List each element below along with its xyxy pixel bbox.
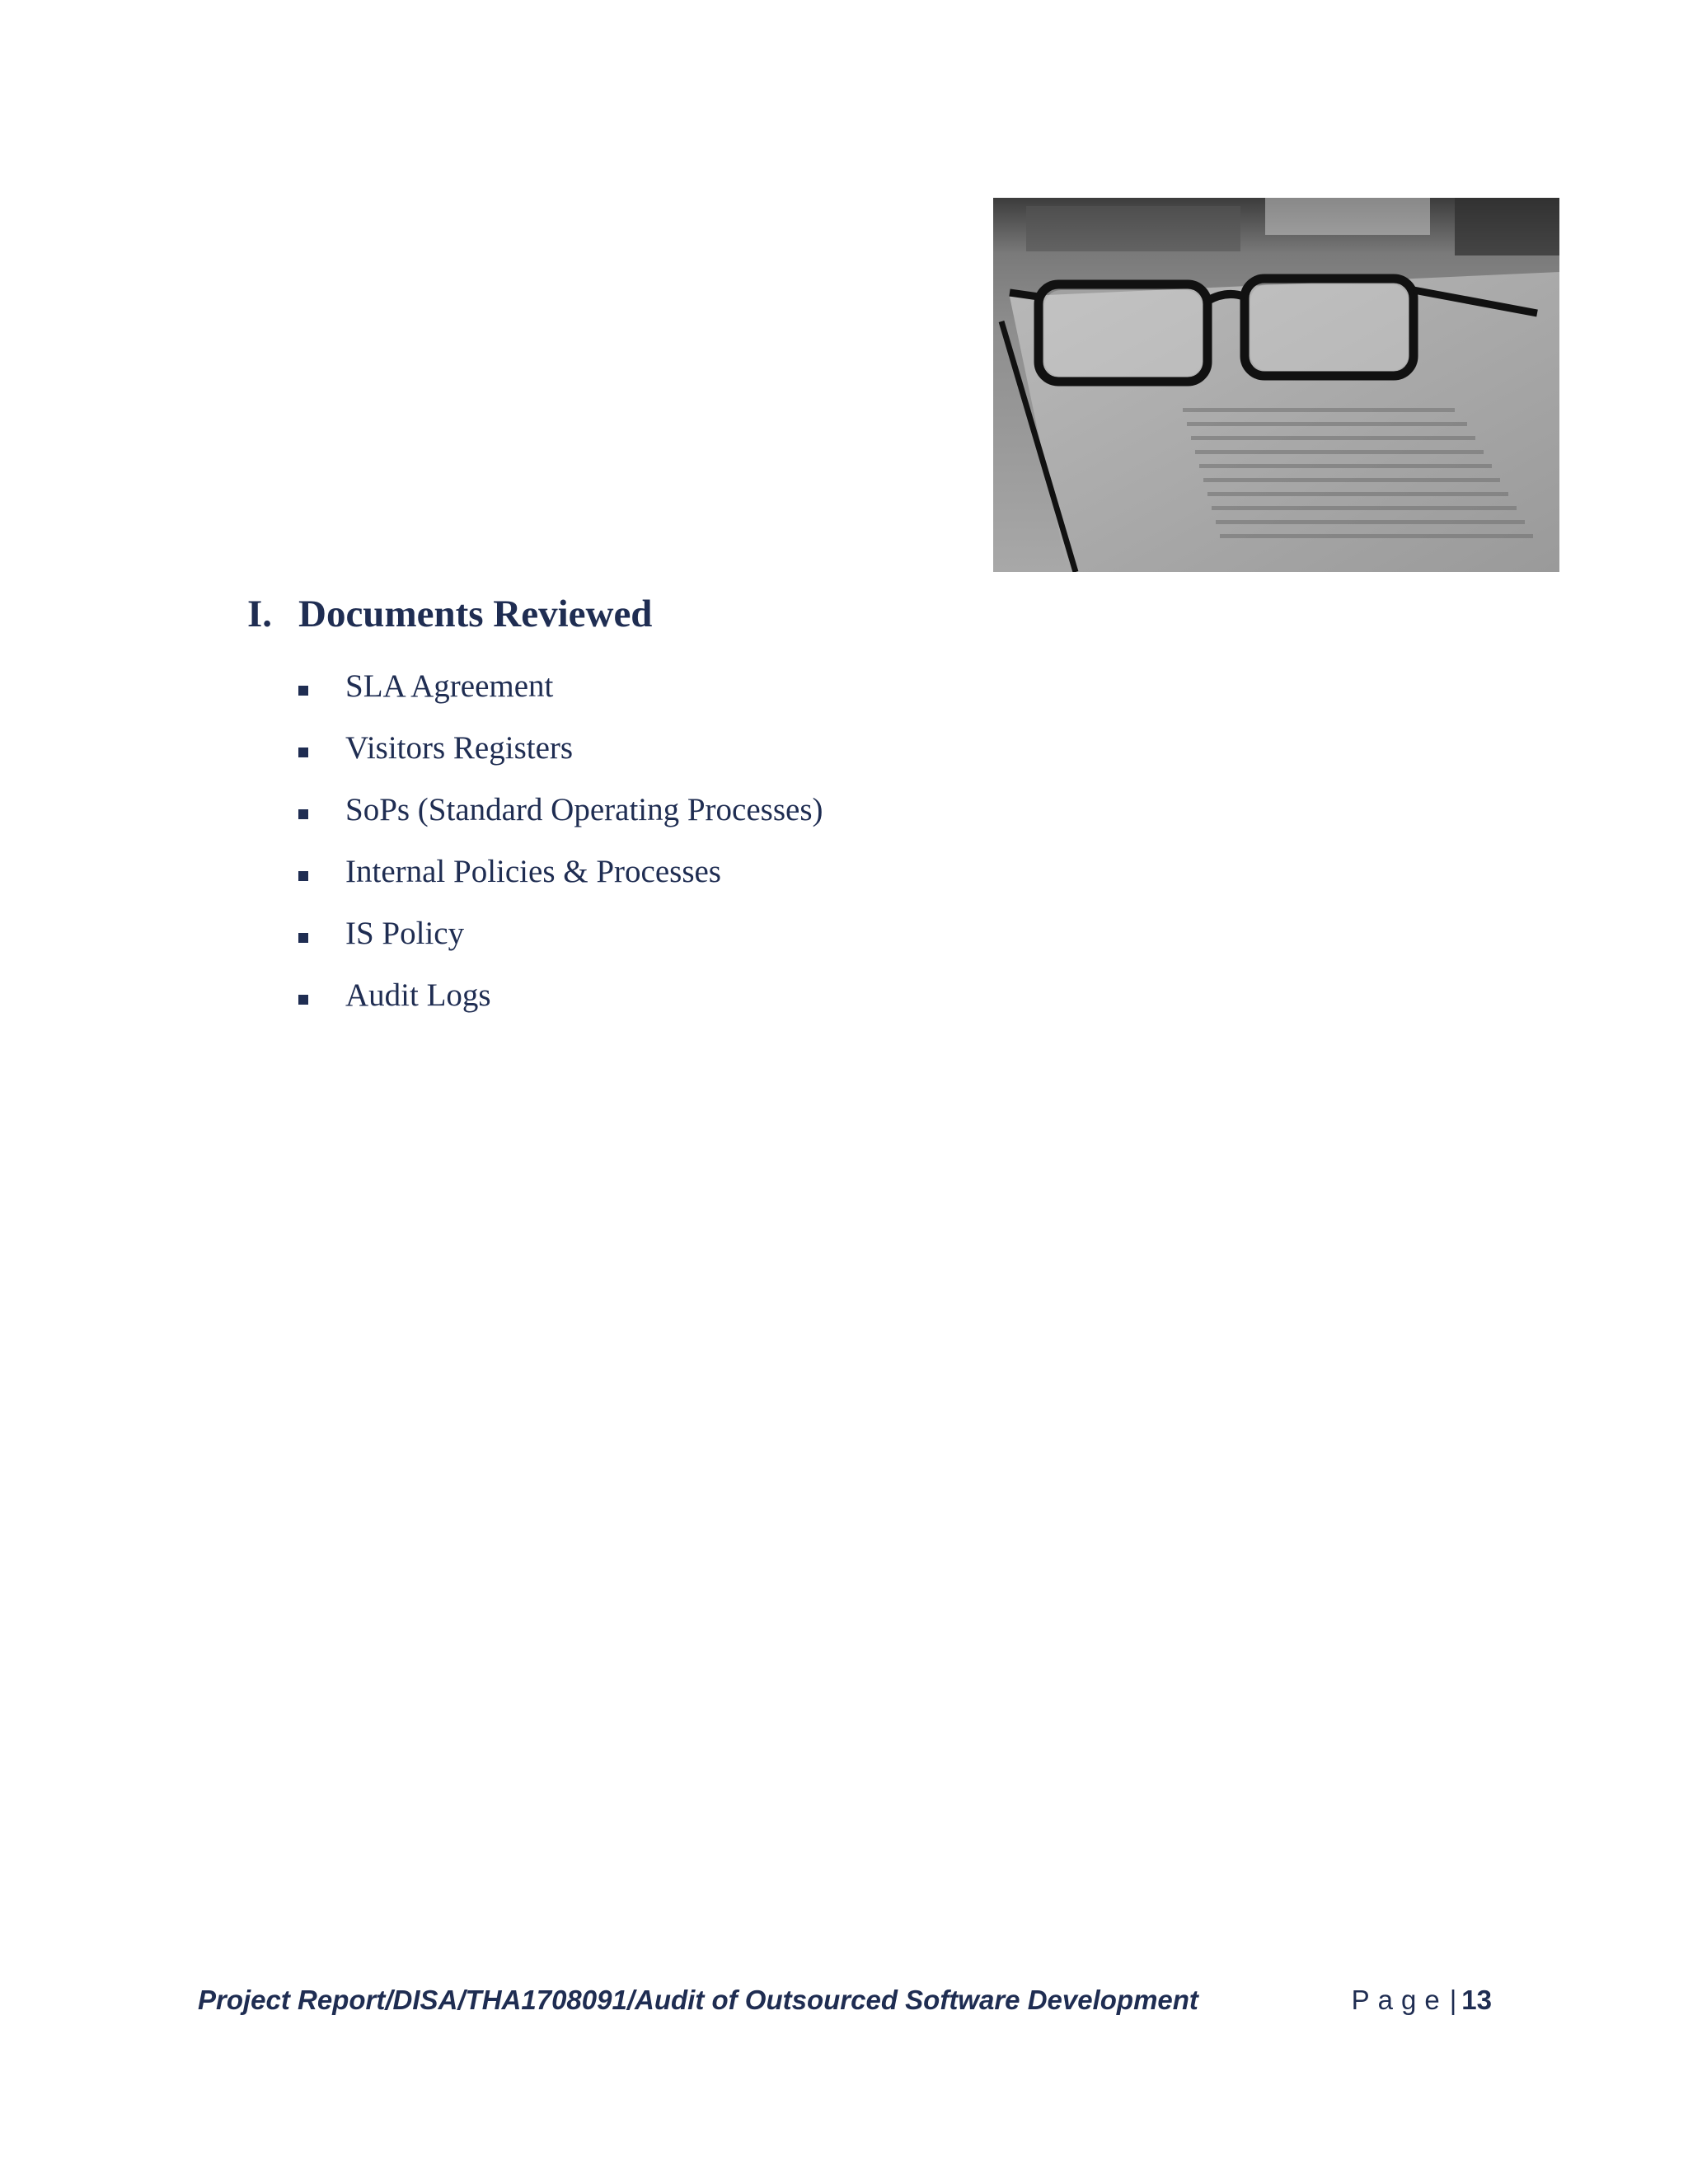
list-item [298, 669, 823, 731]
section-title: Documents Reviewed [298, 593, 653, 635]
list-item-label: Visitors Registers [345, 730, 574, 766]
section-heading [247, 592, 652, 636]
list-item-label: SoPs (Standard Operating Processes) [345, 792, 823, 827]
page-indicator [1352, 1985, 1492, 2016]
square-bullet-icon [298, 809, 308, 819]
list-item [298, 793, 823, 855]
footer-title: Project Report/DISA/THA1708091/Audit of Outsourced Software Development [198, 1985, 1198, 2015]
page-number: 13 [1461, 1985, 1492, 2015]
list-item-label: IS Policy [345, 916, 465, 951]
list-item [298, 855, 823, 916]
list-item [298, 731, 823, 793]
documents-list [298, 669, 823, 1040]
square-bullet-icon [298, 871, 308, 881]
list-item-label: Audit Logs [345, 977, 491, 1013]
square-bullet-icon [298, 686, 308, 696]
page-separator: | [1449, 1985, 1457, 2015]
section-number: I. [247, 593, 273, 635]
eyeglasses-icon [993, 198, 1559, 572]
list-item [298, 978, 823, 1040]
page-footer [198, 1985, 1492, 2026]
list-item-label: SLA Agreement [345, 668, 554, 704]
list-item [298, 916, 823, 978]
square-bullet-icon [298, 995, 308, 1005]
page-label: Page [1351, 1985, 1448, 2015]
square-bullet-icon [298, 748, 308, 757]
eyeglasses-photo [993, 198, 1559, 572]
square-bullet-icon [298, 933, 308, 943]
list-item-label: Internal Policies & Processes [345, 854, 721, 889]
